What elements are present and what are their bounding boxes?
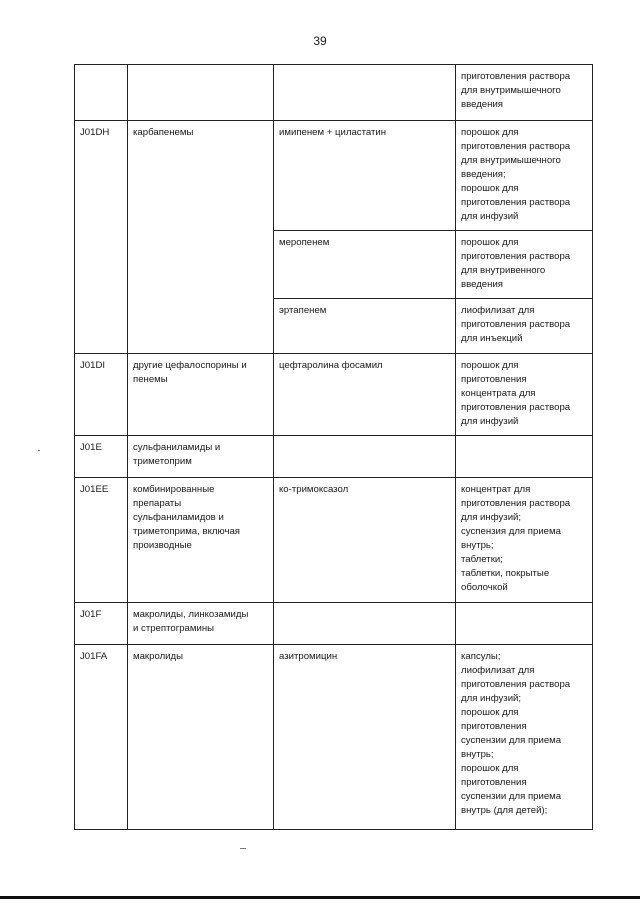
atc-code-cell: J01F [75, 603, 128, 645]
scan-edge-bar [0, 896, 640, 899]
scan-speck [38, 450, 40, 451]
table-row [75, 354, 593, 436]
table-row [75, 645, 593, 830]
atc-code-cell: J01DH [75, 121, 128, 354]
dosage-form-cell: порошок для приготовления раствора для внутримышечного введения; порошок для приготовления раствора для инфузий [456, 121, 593, 231]
group-cell: макролиды, линкозамиды и стрептограмины [128, 603, 274, 645]
dosage-form-cell: лиофилизат для приготовления раствора для инъекций [456, 299, 593, 354]
dosage-form-cell: порошок для приготовления концентрата для приготовления раствора для инфузий [456, 354, 593, 436]
table-row [75, 65, 593, 121]
drug-name-cell: цефтаролина фосамил [274, 354, 456, 436]
atc-code-cell: J01FA [75, 645, 128, 830]
table-row [75, 436, 593, 478]
table-row [75, 121, 593, 231]
drug-name-cell: ко-тримоксазол [274, 478, 456, 603]
drug-name-cell [274, 65, 456, 121]
dosage-form-cell [456, 603, 593, 645]
group-cell [128, 65, 274, 121]
group-cell: карбапенемы [128, 121, 274, 354]
drug-name-cell: меропенем [274, 231, 456, 299]
drug-classification-table [74, 64, 593, 830]
atc-code-cell: J01E [75, 436, 128, 478]
drug-name-cell: азитромицин [274, 645, 456, 830]
drug-name-cell: эртапенем [274, 299, 456, 354]
page-number: 39 [313, 34, 327, 48]
atc-code-cell [75, 65, 128, 121]
table-row [75, 603, 593, 645]
drug-name-cell: имипенем + циластатин [274, 121, 456, 231]
dosage-form-cell: порошок для приготовления раствора для внутривенного введения [456, 231, 593, 299]
dosage-form-cell: капсулы; лиофилизат для приготовления раствора для инфузий; порошок для приготовления суспензии для приема внутрь; порошок для приготовления суспензии для приема внутрь (для детей); [456, 645, 593, 830]
scan-speck [240, 848, 246, 849]
atc-code-cell: J01EE [75, 478, 128, 603]
table-row [75, 478, 593, 603]
dosage-form-cell: концентрат для приготовления раствора для инфузий; суспензия для приема внутрь; таблетки; таблетки, покрытые оболочкой [456, 478, 593, 603]
group-cell: комбинированные препараты сульфаниламидов и триметоприма, включая производные [128, 478, 274, 603]
drug-name-cell [274, 436, 456, 478]
atc-code-cell: J01DI [75, 354, 128, 436]
dosage-form-cell: приготовления раствора для внутримышечного введения [456, 65, 593, 121]
group-cell: сульфаниламиды и триметоприм [128, 436, 274, 478]
drug-name-cell [274, 603, 456, 645]
dosage-form-cell [456, 436, 593, 478]
group-cell: другие цефалоспорины и пенемы [128, 354, 274, 436]
group-cell: макролиды [128, 645, 274, 830]
